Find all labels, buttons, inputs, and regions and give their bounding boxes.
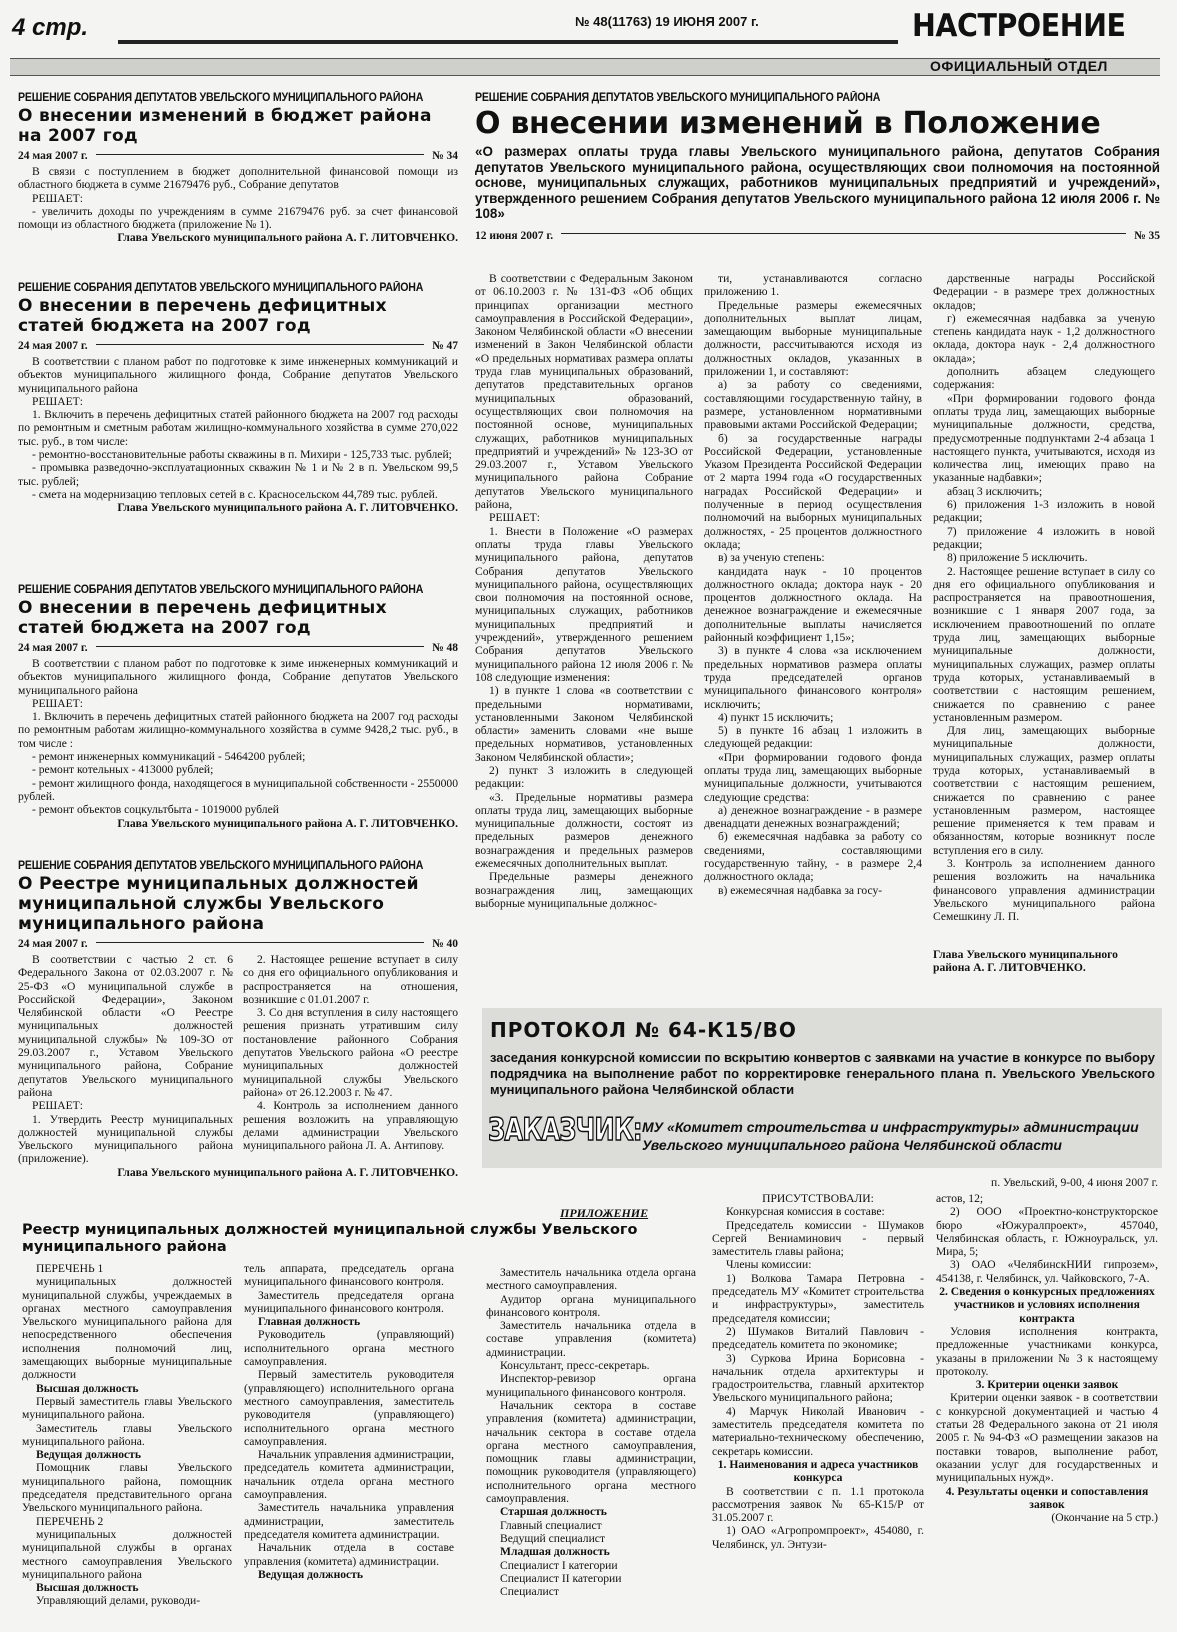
paragraph: Управляющий делами, руководи-: [36, 1594, 201, 1608]
rank-heading: Главная должность: [258, 1315, 361, 1329]
paragraph: Первый заместитель главы Увельского муниципального района.: [22, 1394, 232, 1422]
article-number: № 35: [1134, 229, 1160, 242]
resolves-label: РЕШАЕТ:: [32, 191, 83, 205]
paragraph: - ремонтно-восстановительные работы скважины в п. Михири - 125,733 тыс. рублей;: [32, 448, 452, 462]
rank-heading: Высшая должность: [36, 1581, 139, 1595]
article-deficit-47: [18, 282, 458, 514]
paragraph: 2) Шумаков Виталий Павлович - председатель комитета по экономике;: [712, 1324, 924, 1352]
continuation-note: (Окончание на 5 стр.): [1051, 1511, 1158, 1525]
article-title: О Реестре муниципальных должностей муниципальной службы Увельского муниципального района: [18, 874, 419, 934]
paragraph: тель аппарата, председатель органа муниципального финансового контроля.: [244, 1262, 454, 1289]
article-kicker: РЕШЕНИЕ СОБРАНИЯ ДЕПУТАТОВ УВЕЛЬСКОГО МУНИЦИПАЛЬНОГО РАЙОНА: [475, 92, 881, 104]
signature: Глава Увельского муниципального района А. Г. ЛИТОВЧЕНКО.: [117, 501, 458, 515]
paragraph: 1. Внести в Положение «О размерах оплаты труда главы Увельского муниципального района, депутатов Собрания депутатов Увельского муниципального района, осуществляющих свои полномочия на постоянной основе, муниципальных служащих, работников муниципальных предприятий и учреждений», утвержденного решением Собрания депутатов Увельского муниципального района 12 июля 2006 г. № 108 следующие изменения:: [475, 524, 693, 684]
paragraph: Критерии оценки заявок - в соответствии с конкурсной документацией и частью 4 статьи 28 Федерального закона от 21 июля 2005 г. № 94-ФЗ «О размещении заказов на поставки товаров, выполнение работ, оказании услуг для государственных и муниципальных нужд».: [936, 1391, 1158, 1485]
paragraph: дарственные награды Российской Федерации - в размере трех должностных окладов;: [933, 272, 1155, 312]
paragraph: Предельные размеры денежного вознаграждения лиц, замещающих выборные муниципальные должнос-: [475, 870, 693, 910]
paragraph: 2) ООО «Проектно-конструкторское бюро «Южуралпроект», 457040, Челябинская область, г. Южноуральск, ул. Мира, 5;: [936, 1205, 1158, 1259]
paragraph: Предельные размеры ежемесячных дополнительных выплат лицам, замещающим выборные муниципальные должности, рассчитываются исходя из должностных окладов, указанных в приложении 1, и составляют:: [704, 298, 922, 379]
paragraph: 1) Волкова Тамара Петровна - председатель МУ «Комитет строительства и инфраструктуры», заместитель председателя комиссии;: [712, 1271, 924, 1325]
paragraph: 3) ОАО «ЧелябинскНИИ гипрозем», 454138, г. Челябинск, ул. Чайковского, 7-А.: [936, 1258, 1158, 1285]
article-date: 24 мая 2007 г.: [18, 150, 88, 162]
article-column: [18, 953, 233, 1166]
paragraph: Заместитель начальника отдела органа местного самоуправления.: [486, 1266, 696, 1293]
paragraph: Инспектор-ревизор органа муниципального финансового контроля.: [486, 1372, 696, 1399]
paragraph: Помощник главы Увельского муниципального района, помощник председателя представительного органа Увельского муниципального района.: [22, 1461, 232, 1515]
position: Специалист II категории: [500, 1571, 622, 1585]
resolves-label: РЕШАЕТ:: [32, 394, 83, 408]
main-column-3: [933, 272, 1155, 944]
article-number: № 40: [432, 938, 458, 950]
protocol-subtitle: заседания конкурсной комиссии по вскрытию конвертов с заявками на участие в конкурсе по выбору подрядчика на выполнение работ по корректировке генерального плана п. Увельского Увельского муниципального района Челябинской области: [490, 1050, 1155, 1097]
paragraph: «При формировании годового фонда оплаты труда лиц, замещающих выборные муниципальные должности, средства, предусмотренные подпунктами 2-4 абзаца 1 настоящего пункта, учитываются, исходя из количества лиц, имеющих право на указанные надбавки»;: [933, 391, 1155, 485]
paragraph: 2) пункт 3 изложить в следующей редакции:: [475, 763, 693, 791]
signature: Глава Увельского муниципального района А. Г. ЛИТОВЧЕНКО.: [117, 816, 458, 830]
heading: ПРИСУТСТВОВАЛИ:: [762, 1192, 874, 1205]
paragraph: 4) Марчук Николай Иванович - заместитель председателя комитета по материально-техническому обеспечению, секретарь комиссии.: [712, 1404, 924, 1458]
rank-heading: Старшая должность: [500, 1505, 607, 1519]
paragraph: астов, 12;: [936, 1192, 984, 1205]
paragraph: 2. Настоящее решение вступает в силу со дня его официального опубликования и распространяется на правоотношения, возникшие с 1 января 2007 года, за исключением правоотношений по оплате труда лиц, замещающих выборные муниципальные должности, муниципальных служащих, размер оплаты труда которых, устанавливаемый в соответствии с настоящим решением, снижается по сравнению с ранее установленным размером.: [933, 564, 1155, 724]
paragraph: в) ежемесячная надбавка за госу-: [718, 883, 883, 897]
paragraph: 6) приложения 1-3 изложить в новой редакции;: [933, 498, 1155, 525]
article-dateline: [18, 340, 458, 352]
protocol-title: ПРОТОКОЛ № 64-К15/ВО: [490, 1018, 797, 1042]
issue-line: № 48(11763) 19 ИЮНЯ 2007 г.: [575, 14, 759, 29]
rank-heading: Ведущая должность: [36, 1448, 142, 1462]
paragraph: Начальник управления администрации, председатель комитета администрации, начальник отдела органа местного самоуправления.: [244, 1448, 454, 1502]
paragraph: Руководитель (управляющий) исполнительного органа местного самоуправления.: [244, 1328, 454, 1369]
protocol-column-2: [936, 1192, 1158, 1622]
paragraph: 4) пункт 15 исключить;: [718, 710, 834, 724]
main-article: [475, 92, 1160, 242]
masthead: [0, 0, 1177, 80]
paragraph: Аудитор органа муниципального финансового контроля.: [486, 1292, 696, 1319]
paragraph: Заместитель начальника отдела в составе управления (комитета) администрации.: [486, 1319, 696, 1359]
article-dateline: [475, 230, 1160, 242]
paragraph: Начальник отдела в составе управления (комитета) администрации.: [244, 1541, 454, 1568]
paragraph: 1. Включить в перечень дефицитных статей районного бюджета на 2007 год расходы по ремонтным и сметным работам жилищно-коммунального хозяйства в сумме 270,022 тыс. руб., в том числе:: [18, 408, 458, 448]
customer-name: МУ «Комитет строительства и инфраструктуры» администрации Увельского муниципального района Челябинской области: [642, 1119, 1139, 1153]
paragraph: 7) приложение 4 изложить в новой редакции;: [933, 524, 1155, 551]
article-date: 24 мая 2007 г.: [18, 340, 88, 352]
article-deficit-48: [18, 584, 458, 830]
paragraph: Конкурсная комиссия в составе:: [726, 1205, 885, 1219]
customer-label: ЗАКАЗЧИК:: [488, 1112, 642, 1148]
appendix-label: ПРИЛОЖЕНИЕ: [560, 1206, 649, 1220]
position: Специалист: [500, 1585, 559, 1599]
list-heading: ПЕРЕЧЕНЬ 2: [36, 1514, 104, 1528]
paragraph: В соответствии с планом работ по подготовке к зиме инженерных коммуникаций и объектов муниципального жилищного фонда, Собрание депутатов Увельского муниципального района: [18, 657, 458, 697]
paragraph: «При формировании годового фонда оплаты труда лиц, замещающих выборные муниципальные должности, учитываются следующие средства:: [704, 750, 922, 804]
article-kicker: РЕШЕНИЕ СОБРАНИЯ ДЕПУТАТОВ УВЕЛЬСКОГО МУНИЦИПАЛЬНОГО РАЙОНА: [18, 282, 424, 294]
protocol-box: [482, 1008, 1162, 1168]
paragraph: В соответствии с Федеральным Законом от 06.10.2003 г. № 131-ФЗ «Об общих принципах организации местного самоуправления в Российской Федерации», Законом Челябинской области «О внесении изменений в Закон Челябинской области «О предельных нормативах размера оплаты труда глав муниципальных образований, депутатов представительных органов муниципальных образований, осуществляющих свои полномочия на постоянной основе, муниципальных служащих, работников муниципальных предприятий и учреждений» № 123-ЗО от 29.03.2007 г., Уставом Увельского муниципального района Собрание депутатов Увельского муниципального района,: [475, 272, 693, 512]
rank-heading: Ведущая должность: [258, 1567, 364, 1581]
article-body: [18, 355, 458, 501]
article-registry: [18, 860, 458, 1179]
paragraph: - смета на модернизацию тепловых сетей в с. Красносельском 44,789 тыс. рублей.: [32, 487, 438, 501]
paragraph: В соответствии с п. 1.1 протокола рассмотрения заявок № 65-К15/Р от 31.05.2007 г.: [712, 1484, 924, 1525]
paragraph: В соответствии с планом работ по подготовке к зиме инженерных коммуникаций и объектов муниципального жилищного фонда, Собрание депутатов Увельского муниципального района: [18, 355, 458, 395]
article-kicker: РЕШЕНИЕ СОБРАНИЯ ДЕПУТАТОВ УВЕЛЬСКОГО МУНИЦИПАЛЬНОГО РАЙОНА: [18, 92, 424, 104]
resolves-label: РЕШАЕТ:: [32, 1099, 83, 1113]
paragraph: дополнить абзацем следующего содержания:: [933, 365, 1155, 392]
masthead-rule: [118, 40, 898, 44]
article-budget-changes: [18, 92, 458, 244]
resolves-label: РЕШАЕТ:: [32, 696, 83, 710]
main-column-1: [475, 272, 693, 974]
paragraph: б) ежемесячная надбавка за работу со сведениями, составляющими государственную тайну, - в размере 2,4 должностного оклада;: [704, 830, 922, 884]
article-number: № 34: [432, 150, 458, 162]
appendix-column-2: [244, 1262, 454, 1626]
list-heading: ПЕРЕЧЕНЬ 1: [36, 1262, 104, 1275]
paragraph: 2. Настоящее решение вступает в силу со дня его официального опубликования и распространяется на отношения, возникшие с 01.01.2007 г.: [243, 953, 458, 1006]
paragraph: - ремонт объектов соцкультбыта - 1019000 рублей: [32, 803, 279, 817]
paragraph: Для лиц, замещающих выборные муниципальные должности, муниципальных служащих, размер оплаты труда которых, устанавливаемый в соответствии с настоящим решением, снижается по сравнению с ранее установленным размером, настоящее решение применяется к тем правам и обязанностям, которые возникнут после вступления его в силу.: [933, 724, 1155, 857]
resolves-label: РЕШАЕТ:: [489, 511, 540, 525]
paragraph: 4. Контроль за исполнением данного решения возложить на управляющую делами администрации Увельского муниципального района Л. А. Антипову.: [243, 1099, 458, 1153]
signature: Глава Увельского муниципального района А. Г. ЛИТОВЧЕНКО.: [117, 231, 458, 245]
paragraph: 8) приложение 5 исключить.: [947, 551, 1088, 565]
paragraph: В соответствии с частью 2 ст. 6 Федерального Закона от 02.03.2007 г. № 25-ФЗ «О муниципальной службе в Российской Федерации», Законом Челябинской области «О Реестре муниципальных должностей муниципальной службы» № 109-ЗО от 29.03.2007 г., Уставом Увельского муниципального района, Собрание депутатов Увельского муниципального района: [18, 953, 233, 1099]
heading: 1. Наименования и адреса участников конкурса: [717, 1457, 919, 1485]
paragraph: Консультант, пресс-секретарь.: [500, 1359, 650, 1373]
paragraph: «3. Предельные нормативы размера оплаты труда лиц, замещающих выборные муниципальные должности, состоят из предельных размеров денежного вознаграждения и предельных размеров ежемесячных дополнительных выплат.: [475, 790, 693, 871]
article-title: О внесении в перечень дефицитных статей бюджета на 2007 год: [18, 598, 387, 638]
article-dateline: [18, 150, 458, 162]
paragraph: - ремонт жилищного фонда, находящегося в муниципальной собственности - 2550000 рублей.: [18, 776, 458, 803]
article-title: О внесении в перечень дефицитных статей бюджета на 2007 год: [18, 296, 387, 336]
paragraph: муниципальных должностей муниципальной службы в органах местного самоуправления Увельского муниципального района: [22, 1527, 232, 1581]
paragraph: - ремонт инженерных коммуникаций - 5464200 рублей;: [32, 750, 306, 764]
paragraph: 1. Включить в перечень дефицитных статей районного бюджета на 2007 год расходы по ремонтным работам жилищно-коммунального хозяйства в сумме 9428,2 тыс. руб., в том числе :: [18, 710, 458, 750]
paragraph: Председатель комиссии - Шумаков Сергей Вениаминович - первый заместитель главы района;: [712, 1218, 924, 1259]
paragraph: Первый заместитель руководителя (управляющего) исполнительного органа местного самоуправления, заместитель руководителя (управляющего) исполнительного органа местного самоуправления.: [244, 1368, 454, 1448]
protocol-column-1: [712, 1192, 924, 1622]
appendix-column-1: [22, 1262, 232, 1626]
rank-heading: Младшая должность: [500, 1545, 610, 1559]
paragraph: Условия исполнения контракта, предложенные участниками конкурса, указаны в приложении № 3 к настоящему протоколу.: [936, 1324, 1158, 1378]
paragraph: 5) в пункте 16 абзац 1 изложить в следующей редакции:: [704, 724, 922, 751]
main-column-2: [704, 272, 922, 974]
paragraph: кандидата наук - 10 процентов должностного оклада; доктора наук - 20 процентов должностного оклада. На денежное вознаграждение и ежемесячные дополнительные выплаты начисляется районный коэффициент 1,15»;: [704, 564, 922, 645]
paragraph: Заместитель начальника управления администрации, заместитель председателя комитета администрации.: [244, 1501, 454, 1541]
article-kicker: РЕШЕНИЕ СОБРАНИЯ ДЕПУТАТОВ УВЕЛЬСКОГО МУНИЦИПАЛЬНОГО РАЙОНА: [18, 584, 424, 596]
position: Специалист I категории: [500, 1558, 618, 1572]
paragraph: 3. Контроль за исполнением данного решения возложить на начальника финансового управления администрации Увельского муниципального района Семешкину Л. П.: [933, 857, 1155, 924]
appendix-column-3: [486, 1266, 696, 1626]
article-kicker: РЕШЕНИЕ СОБРАНИЯ ДЕПУТАТОВ УВЕЛЬСКОГО МУНИЦИПАЛЬНОГО РАЙОНА: [18, 860, 424, 872]
article-column: [243, 953, 458, 1166]
paragraph: а) за работу со сведениями, составляющими государственную тайну, в размере, установленном нормативными правовыми актами Российской Федерации;: [704, 378, 922, 432]
paragraph: ти, устанавливаются согласно приложению 1.: [704, 272, 922, 299]
article-body: [18, 657, 458, 817]
main-signature: Глава Увельского муниципального района А. Г. ЛИТОВЧЕНКО.: [933, 948, 1118, 975]
article-dateline: [18, 938, 458, 950]
paragraph: 1) в пункте 1 слова «в соответствии с предельными нормативами, установленными Законом Челябинской области» заменить словами «не выше предельных нормативов, установленных Законом Челябинской области»;: [475, 684, 693, 764]
article-body: [18, 165, 458, 231]
rank-heading: Высшая должность: [36, 1381, 139, 1395]
position: Главный специалист: [500, 1518, 602, 1532]
paragraph: а) денежное вознаграждение - в размере двенадцати денежных вознаграждений;: [704, 803, 922, 831]
paragraph: Члены комиссии:: [726, 1258, 812, 1272]
subsection-title: ОФИЦИАЛЬНЫЙ ОТДЕЛ: [930, 58, 1108, 74]
paragraph: 1. Утвердить Реестр муниципальных должностей муниципальной службы Увельского муниципального района (приложение).: [18, 1112, 233, 1166]
paragraph: Начальник сектора в составе управления (комитета) администрации, начальник сектора в составе отдела органа местного самоуправления, помощник главы администрации, помощник руководителя (управляющего) исполнительного органа местного самоуправления.: [486, 1398, 696, 1506]
article-title: О внесении изменений в бюджет района на 2007 год: [18, 106, 432, 146]
paragraph: муниципальных должностей муниципальной службы, учреждаемых в органах местного самоуправления Увельского муниципального района для непосредственного обеспечения исполнения полномочий лиц, замещающих выборные муниципальные должности: [22, 1275, 232, 1382]
paragraph: г) ежемесячная надбавка за ученую степень кандидата наук - 1,2 должностного оклада, доктора наук - 2,4 должностного оклада»;: [933, 311, 1155, 365]
position: Ведущий специалист: [500, 1531, 606, 1545]
article-subtitle: «О размерах оплаты труда главы Увельского муниципального района, депутатов Собрания депутатов Увельского муниципального района, осуществляющих свои полномочия на постоянной основе, муниципальных служащих, работников муниципальных предприятий и учреждений», утвержденного решением Собрания депутатов Увельского муниципального района 12 июля 2006 г. № 108»: [475, 144, 1160, 222]
article-date: 12 июня 2007 г.: [475, 229, 554, 242]
paragraph: Заместитель главы Увельского муниципального района.: [22, 1421, 232, 1448]
article-date: 24 мая 2007 г.: [18, 642, 88, 654]
paragraph: 1) ОАО «Агропромпроект», 454080, г. Челябинск, ул. Энтузи-: [712, 1524, 924, 1551]
heading: 4. Результаты оценки и сопоставления заявок: [945, 1484, 1149, 1511]
paragraph: В связи с поступлением в бюджет дополнительной финансовой помощи из областного бюджета в сумме 21679476 руб., Собрание депутатов: [18, 165, 458, 192]
paragraph: б) за государственные награды Российской Федерации, установленные Указом Президента Российской Федерации от 2 марта 1994 года «О государственных наградах Российской Федерации» и полученные в период осуществления полномочий на выборных муниципальных должностях, - 25 процентов должностного оклада;: [704, 431, 922, 551]
article-number: № 48: [432, 642, 458, 654]
page-number: 4 стр.: [12, 14, 89, 41]
article-title: О внесении изменений в Положение: [475, 106, 1101, 141]
heading: 3. Критерии оценки заявок: [975, 1378, 1119, 1392]
paragraph: 3. Со дня вступления в силу настоящего решения признать утратившим силу постановление районного Собрания депутатов Увельского района «О реестре муниципальных должностей муниципальной службы Увельского района» от 26.12.2003 г. № 47.: [243, 1006, 458, 1099]
paragraph: 3) Суркова Ирина Борисовна - начальник отдела архитектуры и градостроительства, главный архитектор Увельского муниципального района;: [712, 1351, 924, 1405]
paragraph: в) за ученую степень:: [718, 551, 825, 565]
paragraph: Заместитель председателя органа муниципального финансового контроля.: [244, 1288, 454, 1315]
section-title: НАСТРОЕНИЕ: [912, 8, 1126, 44]
paragraph: - промывка разведочно-эксплуатационных скважин № 1 и № 2 в п. Увельском 99,5 тыс. рублей;: [18, 461, 458, 488]
paragraph: - ремонт котельных - 413000 рублей;: [32, 763, 214, 777]
paragraph: - увеличить доходы по учреждениям в сумме 21679476 руб. за счет финансовой помощи из областного бюджета (приложение № 1).: [18, 204, 458, 232]
appendix-title: Реестр муниципальных должностей муниципальной службы Увельского муниципального района: [22, 1222, 638, 1255]
article-number: № 47: [432, 340, 458, 352]
paragraph: абзац 3 исключить;: [947, 484, 1043, 498]
protocol-place: п. Увельский, 9-00, 4 июня 2007 г.: [991, 1176, 1158, 1189]
signature: Глава Увельского муниципального района А. Г. ЛИТОВЧЕНКО.: [117, 1165, 458, 1179]
paragraph: 3) в пункте 4 слова «за исключением предельных нормативов размера оплаты труда председателей органов муниципального финансового контроля» исключить;: [704, 644, 922, 711]
heading: 2. Сведения о конкурсных предложениях участников и условиях исполнения контракта: [939, 1285, 1155, 1325]
article-date: 24 мая 2007 г.: [18, 938, 88, 950]
article-dateline: [18, 642, 458, 654]
